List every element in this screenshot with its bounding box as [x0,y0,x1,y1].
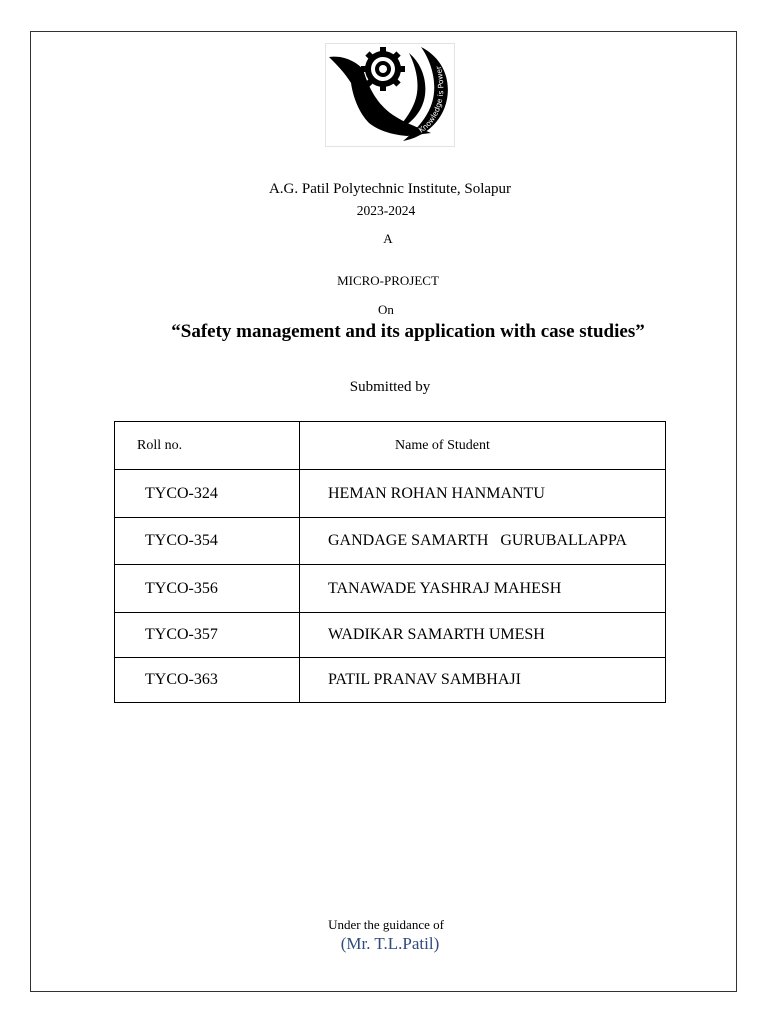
on-text: On [378,302,394,317]
name-cell: TANAWADE YASHRAJ MAHESH [300,565,666,613]
academic-year: 2023-2024 [356,203,416,218]
submitted-by: Submitted by [349,379,431,395]
roll-cell: TYCO-363 [115,658,300,703]
svg-text:Knowledge is Power: Knowledge is Power [416,65,446,135]
project-title: “Safety management and its application with case studies” [171,321,645,342]
project-type: MICRO-PROJECT [337,273,439,288]
roll-cell: TYCO-356 [115,565,300,613]
article-text: A [383,231,393,246]
name-cell: HEMAN ROHAN HANMANTU [300,470,666,518]
institute-logo [325,43,455,147]
guide-name: (Mr. T.L.Patil) [340,934,440,953]
students-table [114,421,666,703]
roll-cell: TYCO-354 [115,518,300,565]
name-cell: PATIL PRANAV SAMBHAJI [300,658,666,703]
table-row [115,470,666,518]
header-name: Name of Student [300,422,666,470]
roll-cell: TYCO-324 [115,470,300,518]
header-roll: Roll no. [115,422,300,470]
name-cell: GANDAGE SAMARTH GURUBALLAPPA [300,518,666,565]
name-cell: WADIKAR SAMARTH UMESH [300,613,666,658]
guidance-label: Under the guidance of [328,917,444,932]
table-row [115,518,666,565]
table-header-row [115,422,666,470]
table-row [115,613,666,658]
institute-name: A.G. Patil Polytechnic Institute, Solapur [268,181,512,197]
table-row [115,565,666,613]
roll-cell: TYCO-357 [115,613,300,658]
table-row [115,658,666,703]
